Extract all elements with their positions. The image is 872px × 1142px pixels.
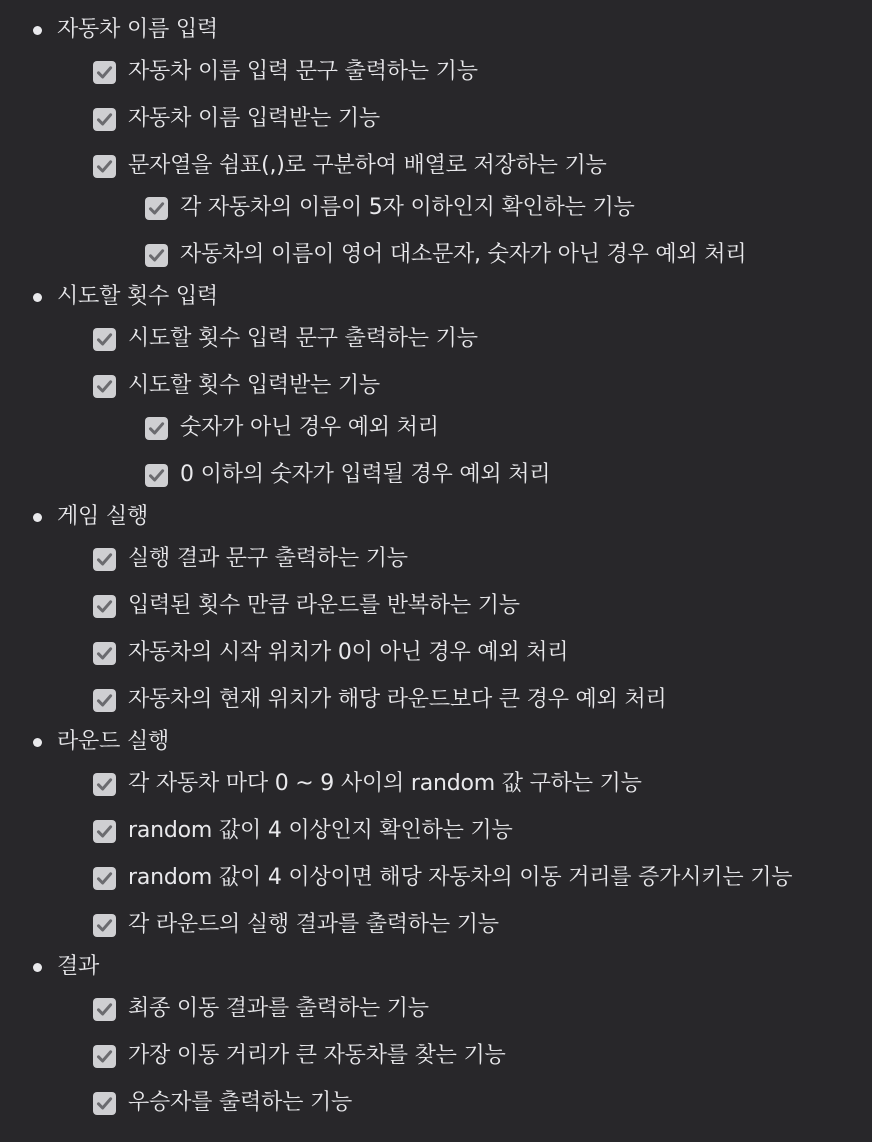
checked-checkbox-icon[interactable] (93, 998, 116, 1021)
subtask-item (145, 191, 635, 225)
task-label: 각 라운드의 실행 결과를 출력하는 기능 (128, 912, 499, 937)
task-label: 자동차 이름 입력받는 기능 (128, 106, 380, 131)
task-label: 각 자동차의 이름이 5자 이하인지 확인하는 기능 (180, 195, 635, 220)
checked-checkbox-icon[interactable] (145, 244, 168, 267)
task-label: 가장 이동 거리가 큰 자동차를 찾는 기능 (128, 1043, 506, 1068)
bullet-dot-icon (33, 738, 42, 747)
section-heading (33, 500, 148, 534)
task-item (93, 636, 568, 670)
bullet-dot-icon (33, 26, 42, 35)
task-item (93, 55, 478, 89)
checked-checkbox-icon[interactable] (93, 61, 116, 84)
subtask-item (145, 411, 439, 445)
checked-checkbox-icon[interactable] (93, 773, 116, 796)
checked-checkbox-icon[interactable] (93, 642, 116, 665)
task-label: random 값이 4 이상이면 해당 자동차의 이동 거리를 증가시키는 기능 (128, 865, 793, 890)
task-label: 시도할 횟수 입력받는 기능 (128, 373, 380, 398)
bullet-dot-icon (33, 293, 42, 302)
task-item (93, 908, 499, 942)
subtask-item (145, 238, 746, 272)
section-title: 자동차 이름 입력 (57, 17, 218, 42)
checked-checkbox-icon[interactable] (93, 867, 116, 890)
task-item (93, 861, 792, 895)
task-item (93, 102, 380, 136)
checked-checkbox-icon[interactable] (93, 328, 116, 351)
checked-checkbox-icon[interactable] (93, 548, 116, 571)
checked-checkbox-icon[interactable] (145, 464, 168, 487)
task-label: 숫자가 아닌 경우 예외 처리 (180, 415, 439, 440)
task-label: 0 이하의 숫자가 입력될 경우 예외 처리 (180, 462, 551, 487)
checked-checkbox-icon[interactable] (93, 155, 116, 178)
task-label: random 값이 4 이상인지 확인하는 기능 (128, 818, 513, 843)
section-title: 시도할 횟수 입력 (57, 284, 218, 309)
section-heading (33, 950, 99, 984)
checked-checkbox-icon[interactable] (93, 1092, 116, 1115)
task-item (93, 683, 667, 717)
task-label: 자동차의 이름이 영어 대소문자, 숫자가 아닌 경우 예외 처리 (180, 242, 747, 267)
task-label: 시도할 횟수 입력 문구 출력하는 기능 (128, 326, 478, 351)
task-label: 자동차의 현재 위치가 해당 라운드보다 큰 경우 예외 처리 (128, 687, 667, 712)
task-label: 실행 결과 문구 출력하는 기능 (128, 546, 408, 571)
checked-checkbox-icon[interactable] (93, 108, 116, 131)
bullet-dot-icon (33, 513, 42, 522)
section-heading (33, 280, 218, 314)
subtask-item (145, 458, 550, 492)
section-heading (33, 725, 169, 759)
task-item (93, 589, 520, 623)
task-label: 최종 이동 결과를 출력하는 기능 (128, 996, 429, 1021)
task-item (93, 992, 429, 1026)
task-label: 문자열을 쉼표(,)로 구분하여 배열로 저장하는 기능 (128, 153, 607, 178)
task-item (93, 542, 408, 576)
checked-checkbox-icon[interactable] (93, 595, 116, 618)
task-item (93, 149, 607, 183)
checked-checkbox-icon[interactable] (93, 689, 116, 712)
task-label: 우승자를 출력하는 기능 (128, 1090, 353, 1115)
checked-checkbox-icon[interactable] (145, 417, 168, 440)
section-title: 게임 실행 (57, 504, 149, 529)
task-item (93, 1039, 506, 1073)
section-heading (33, 13, 218, 47)
checked-checkbox-icon[interactable] (145, 197, 168, 220)
section-title: 결과 (57, 954, 100, 979)
task-item (93, 1086, 352, 1120)
checked-checkbox-icon[interactable] (93, 820, 116, 843)
checked-checkbox-icon[interactable] (93, 375, 116, 398)
checked-checkbox-icon[interactable] (93, 914, 116, 937)
task-label: 각 자동차 마다 0 ~ 9 사이의 random 값 구하는 기능 (128, 771, 642, 796)
task-label: 자동차의 시작 위치가 0이 아닌 경우 예외 처리 (128, 640, 569, 665)
task-label: 자동차 이름 입력 문구 출력하는 기능 (128, 59, 478, 84)
task-item (93, 767, 642, 801)
task-item (93, 814, 513, 848)
task-item (93, 369, 380, 403)
bullet-dot-icon (33, 963, 42, 972)
checked-checkbox-icon[interactable] (93, 1045, 116, 1068)
task-item (93, 322, 478, 356)
task-label: 입력된 횟수 만큼 라운드를 반복하는 기능 (128, 593, 520, 618)
section-title: 라운드 실행 (57, 729, 170, 754)
